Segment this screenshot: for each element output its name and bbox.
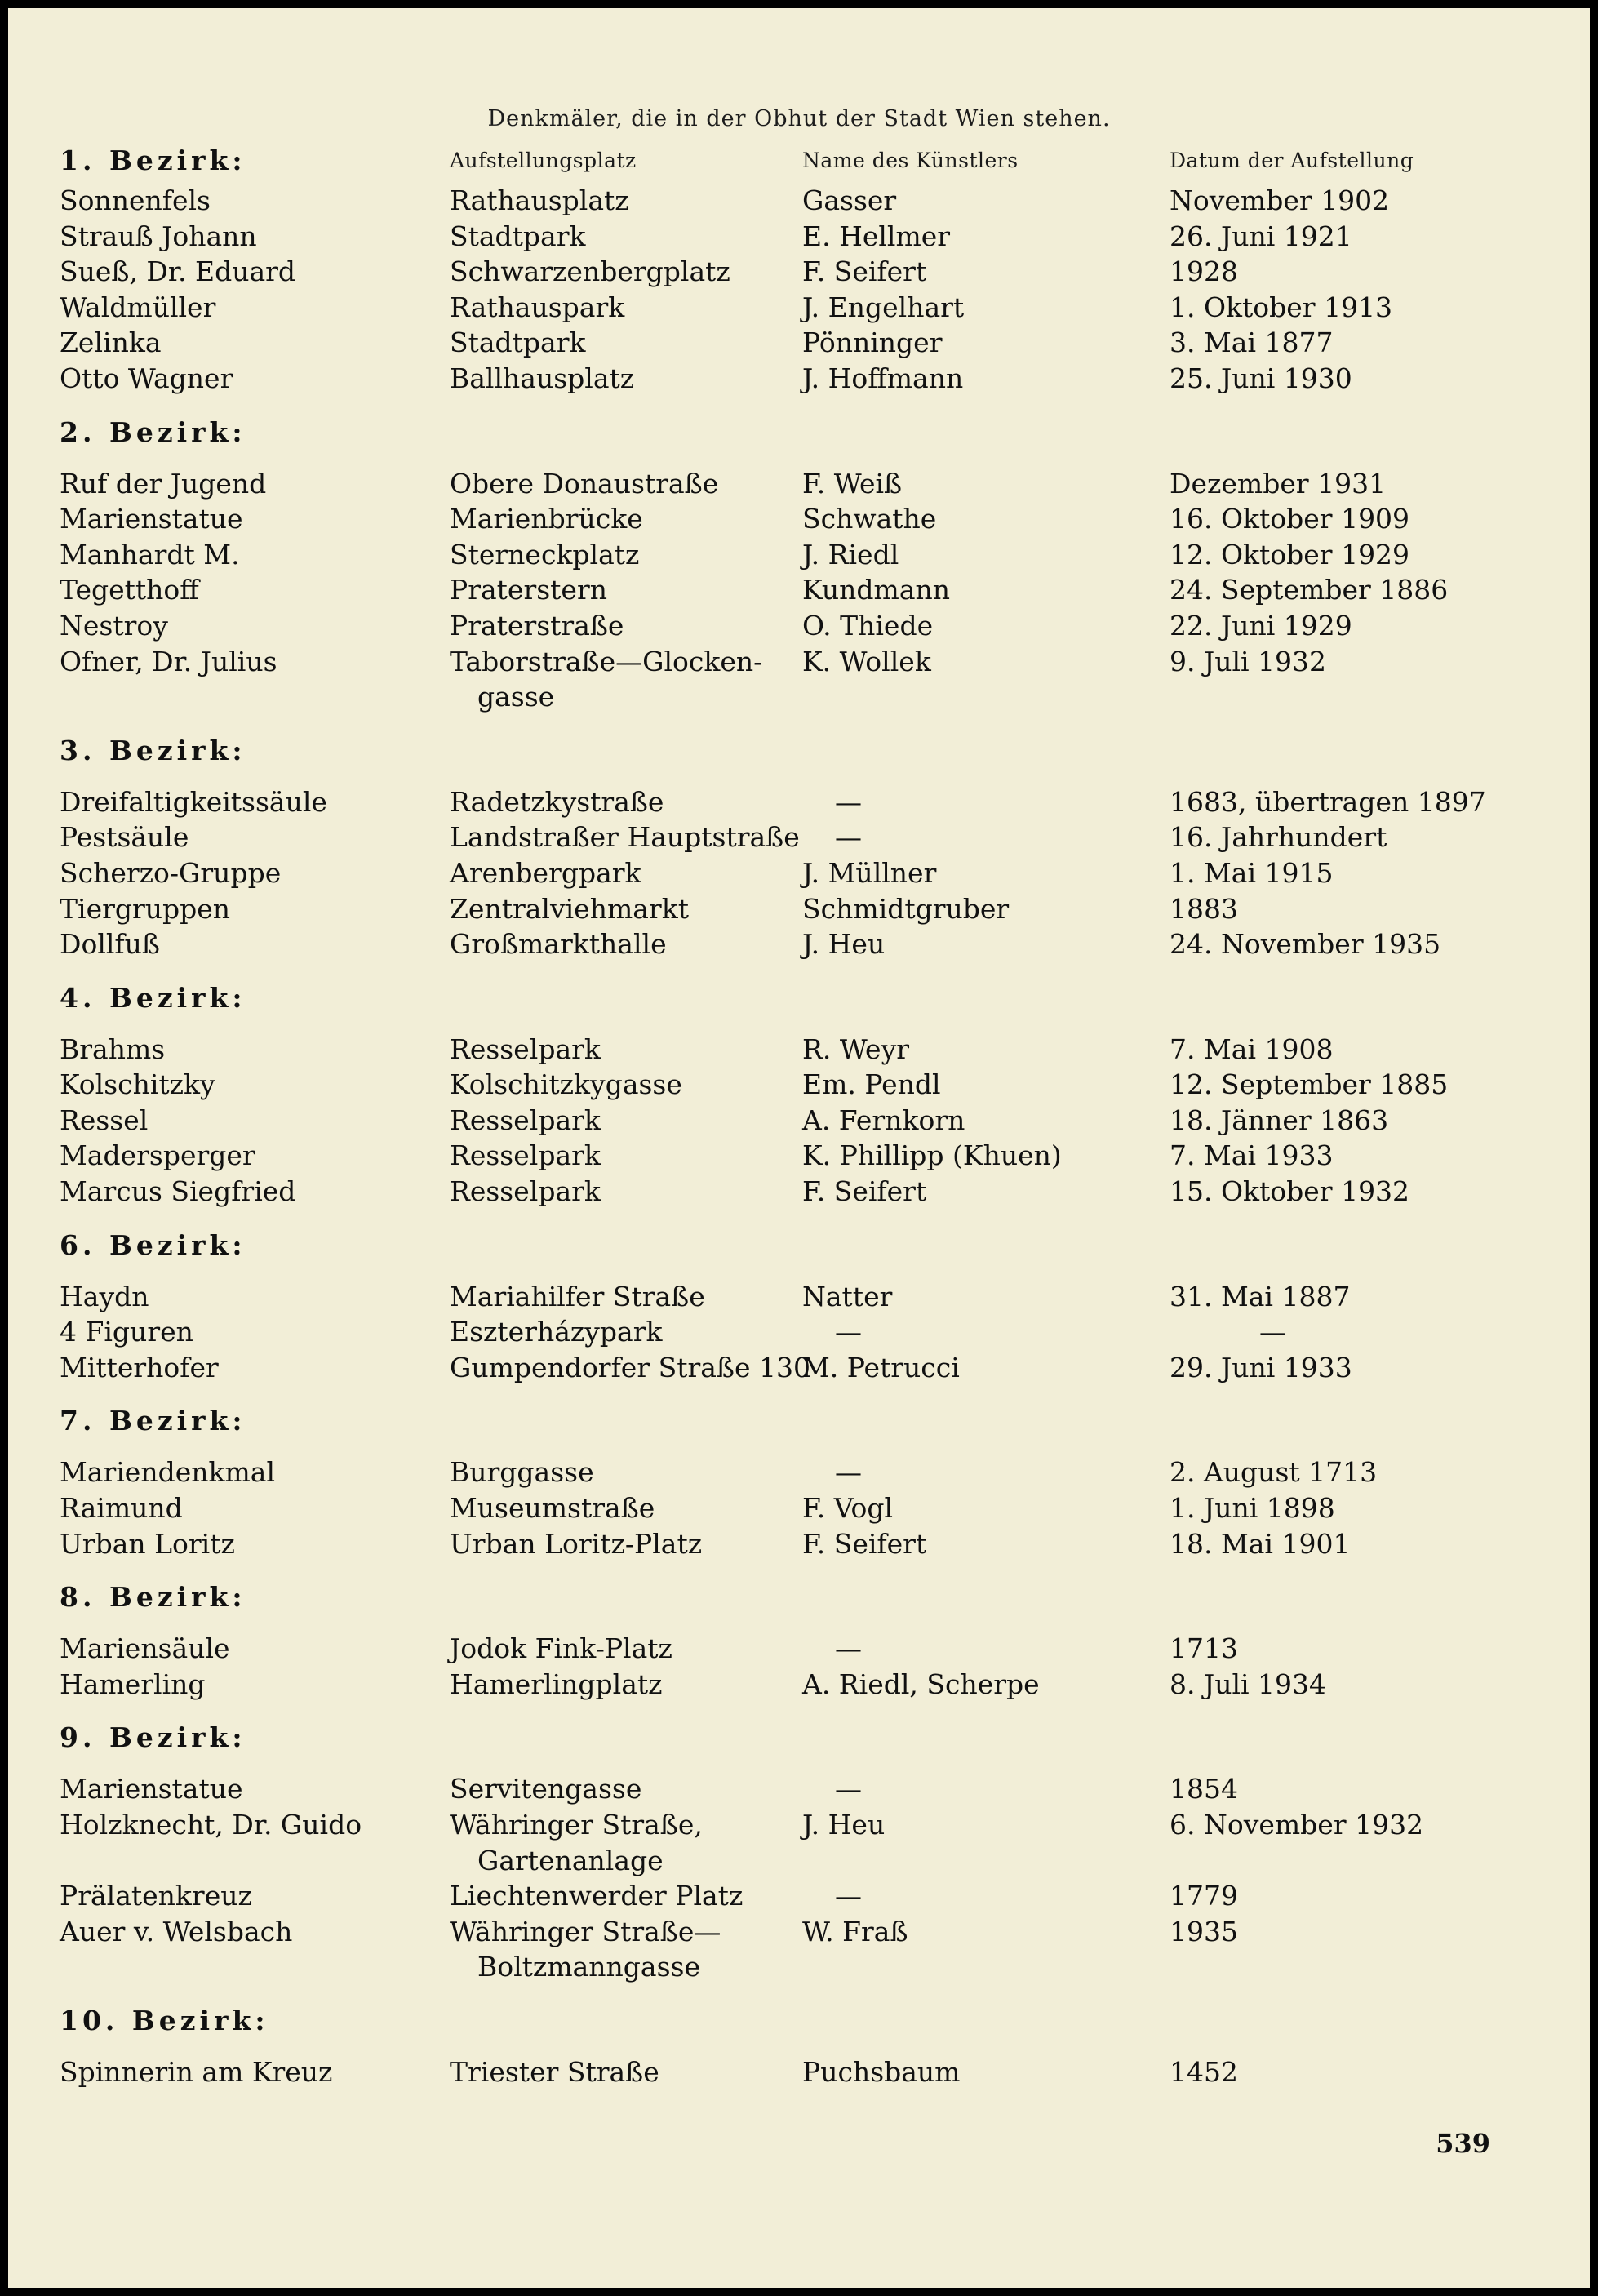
monument-date: 24. November 1935 xyxy=(1170,928,1441,961)
monument-location: Servitengasse xyxy=(450,1773,642,1805)
monument-artist: E. Hellmer xyxy=(802,220,951,252)
monument-row xyxy=(60,1174,1496,1210)
monument-row xyxy=(60,1314,1496,1350)
monument-date: 1452 xyxy=(1170,2055,1238,2088)
book-page xyxy=(8,8,1590,2288)
monument-artist: J. Engelhart xyxy=(802,291,965,323)
monument-date: 6. November 1932 xyxy=(1170,1809,1424,1841)
monument-name: Prälatenkreuz xyxy=(60,1880,252,1912)
monument-location: Resselpark xyxy=(450,1033,601,1065)
monument-location: Eszterházypark xyxy=(450,1316,663,1348)
spacer xyxy=(1170,1843,1496,1879)
district-heading-row xyxy=(60,1720,1496,1755)
monument-row xyxy=(60,219,1496,255)
district-label: 6. Bezirk: xyxy=(60,1228,246,1261)
monument-artist: K. Phillipp (Khuen) xyxy=(802,1139,1062,1172)
monument-location: Währinger Straße— xyxy=(450,1915,721,1947)
monument-date: 31. Mai 1887 xyxy=(1170,1280,1351,1312)
spacer xyxy=(802,1949,1170,1985)
monument-row xyxy=(60,254,1496,290)
monument-artist: K. Wollek xyxy=(802,645,931,677)
monument-name: Tegetthoff xyxy=(60,574,199,606)
monument-location: Arenbergpark xyxy=(450,856,641,889)
monument-row xyxy=(60,2054,1496,2090)
district-heading-row xyxy=(60,980,1496,1015)
monument-row xyxy=(60,361,1496,397)
monument-artist: M. Petrucci xyxy=(802,1351,960,1383)
district-label: 9. Bezirk: xyxy=(60,1721,246,1754)
monument-row xyxy=(60,466,1496,502)
column-header-location: Aufstellungsplatz xyxy=(450,149,637,172)
monument-row xyxy=(60,644,1496,680)
monument-date: 25. Juni 1930 xyxy=(1170,362,1352,394)
monument-location: Stadtpark xyxy=(450,220,586,252)
monument-date: November 1902 xyxy=(1170,184,1390,216)
district-label: 8. Bezirk: xyxy=(60,1581,246,1614)
column-header-artist: Name des Künstlers xyxy=(802,149,1019,172)
monument-date: 16. Jahrhundert xyxy=(1170,821,1387,854)
monument-location: Mariahilfer Straße xyxy=(450,1280,705,1312)
spacer xyxy=(60,679,450,715)
monument-artist: — xyxy=(835,821,862,854)
monument-artist: F. Vogl xyxy=(802,1492,894,1525)
monument-artist: Natter xyxy=(802,1280,893,1312)
monument-location: Burggasse xyxy=(450,1456,594,1489)
monument-artist: Pönninger xyxy=(802,326,943,359)
monument-artist: — xyxy=(835,1456,862,1489)
monument-name: Urban Loritz xyxy=(60,1527,235,1560)
district-heading-row xyxy=(60,415,1496,450)
monument-location-continuation: gasse xyxy=(477,681,555,713)
monument-row xyxy=(60,819,1496,855)
monument-row xyxy=(60,1771,1496,1807)
monument-row xyxy=(60,183,1496,219)
monument-row xyxy=(60,1667,1496,1703)
spacer xyxy=(1170,679,1496,715)
monument-row xyxy=(60,290,1496,326)
monument-date: 1779 xyxy=(1170,1880,1238,1912)
monument-artist: — xyxy=(835,1773,862,1805)
monument-artist: — xyxy=(835,1632,862,1665)
district-heading-row xyxy=(60,1228,1496,1263)
monument-location: Hamerlingplatz xyxy=(450,1668,663,1700)
monument-name: Ressel xyxy=(60,1104,149,1136)
monument-artist: J. Müllner xyxy=(802,856,937,889)
spacer xyxy=(802,679,1170,715)
monument-date: 16. Oktober 1909 xyxy=(1170,503,1410,535)
monument-artist: Puchsbaum xyxy=(802,2055,961,2088)
monument-name: Brahms xyxy=(60,1033,166,1065)
monument-location: Resselpark xyxy=(450,1175,601,1208)
monument-artist: J. Riedl xyxy=(802,538,899,571)
district-label: 2. Bezirk: xyxy=(60,415,246,448)
monument-date: 3. Mai 1877 xyxy=(1170,326,1334,359)
monument-name: Pestsäule xyxy=(60,821,189,854)
monument-location: Museumstraße xyxy=(450,1492,655,1525)
page-number: 539 xyxy=(1436,2128,1490,2159)
monument-name: Mariendenkmal xyxy=(60,1456,275,1489)
monument-name: Dollfuß xyxy=(60,928,160,961)
monument-location: Praterstern xyxy=(450,574,607,606)
monument-row xyxy=(60,891,1496,927)
monument-name: Holzknecht, Dr. Guido xyxy=(60,1809,362,1841)
monument-row xyxy=(60,1914,1496,1950)
monument-location: Obere Donaustraße xyxy=(450,467,719,500)
monument-date: 1683, übertragen 1897 xyxy=(1170,785,1486,818)
monument-name: Auer v. Welsbach xyxy=(60,1915,293,1947)
monument-row xyxy=(60,1138,1496,1174)
monument-date: 7. Mai 1933 xyxy=(1170,1139,1334,1172)
monument-row xyxy=(60,1032,1496,1068)
monument-date: 7. Mai 1908 xyxy=(1170,1033,1334,1065)
monument-date: 18. Jänner 1863 xyxy=(1170,1104,1389,1136)
district-heading-row xyxy=(60,1403,1496,1438)
monument-row-continuation xyxy=(60,1843,1496,1879)
monument-name: Marcus Siegfried xyxy=(60,1175,296,1208)
district-heading-row xyxy=(60,2003,1496,2038)
district-heading-row xyxy=(60,1579,1496,1614)
monument-row xyxy=(60,1878,1496,1914)
monument-date: 1713 xyxy=(1170,1632,1238,1665)
monument-name: Spinnerin am Kreuz xyxy=(60,2055,333,2088)
monument-row xyxy=(60,1807,1496,1843)
monument-location: Jodok Fink-Platz xyxy=(450,1632,672,1665)
page-title: Denkmäler, die in der Obhut der Stadt Wien stehen. xyxy=(487,106,1111,131)
monument-location: Landstraßer Hauptstraße xyxy=(450,821,800,854)
monument-table xyxy=(60,143,1496,2090)
monument-row xyxy=(60,1103,1496,1139)
monument-name: Tiergruppen xyxy=(60,892,231,925)
monument-date: 8. Juli 1934 xyxy=(1170,1668,1327,1700)
monument-date: 9. Juli 1932 xyxy=(1170,645,1327,677)
monument-location: Kolschitzkygasse xyxy=(450,1068,682,1101)
spacer xyxy=(1170,1949,1496,1985)
monument-name: Marienstatue xyxy=(60,503,243,535)
monument-row xyxy=(60,501,1496,537)
monument-date: 29. Juni 1933 xyxy=(1170,1351,1352,1383)
monument-artist: F. Seifert xyxy=(802,1527,927,1560)
monument-date: 1935 xyxy=(1170,1915,1238,1947)
monument-name: Haydn xyxy=(60,1280,149,1312)
monument-location: Liechtenwerder Platz xyxy=(450,1880,744,1912)
monument-location: Praterstraße xyxy=(450,609,624,642)
monument-artist: R. Weyr xyxy=(802,1033,910,1065)
monument-name: Otto Wagner xyxy=(60,362,233,394)
monument-artist: J. Heu xyxy=(802,928,886,961)
monument-row xyxy=(60,784,1496,820)
monument-row xyxy=(60,855,1496,891)
monument-artist: — xyxy=(835,1316,862,1348)
monument-date: 24. September 1886 xyxy=(1170,574,1449,606)
monument-date: 1. Oktober 1913 xyxy=(1170,291,1393,323)
monument-artist: Schwathe xyxy=(802,503,937,535)
monument-location: Sterneckplatz xyxy=(450,538,640,571)
monument-artist: — xyxy=(835,1880,862,1912)
monument-name: Sueß, Dr. Eduard xyxy=(60,255,296,288)
monument-location: Währinger Straße, xyxy=(450,1809,703,1841)
monument-name: Strauß Johann xyxy=(60,220,257,252)
monument-date: 18. Mai 1901 xyxy=(1170,1527,1351,1560)
monument-date: 12. Oktober 1929 xyxy=(1170,538,1410,571)
monument-name: Mitterhofer xyxy=(60,1351,219,1383)
monument-name: Ruf der Jugend xyxy=(60,467,267,500)
monument-artist: Gasser xyxy=(802,184,897,216)
district-heading-row xyxy=(60,143,1496,178)
monument-artist: J. Hoffmann xyxy=(802,362,964,394)
spacer xyxy=(60,1949,450,1985)
monument-name: Nestroy xyxy=(60,609,168,642)
monument-location: Resselpark xyxy=(450,1139,601,1172)
monument-row xyxy=(60,1454,1496,1490)
district-label: 4. Bezirk: xyxy=(60,981,246,1014)
monument-artist: Em. Pendl xyxy=(802,1068,941,1101)
monument-date: 2. August 1713 xyxy=(1170,1456,1378,1489)
monument-row xyxy=(60,1067,1496,1103)
monument-location: Rathauspark xyxy=(450,291,625,323)
monument-location: Schwarzenbergplatz xyxy=(450,255,730,288)
monument-date: 1928 xyxy=(1170,255,1238,288)
spacer xyxy=(802,1843,1170,1879)
monument-location: Gumpendorfer Straße 130 xyxy=(450,1351,810,1383)
monument-row xyxy=(60,1350,1496,1386)
monument-artist: J. Heu xyxy=(802,1809,886,1841)
district-label: 3. Bezirk: xyxy=(60,734,246,766)
monument-date: 1883 xyxy=(1170,892,1238,925)
monument-artist: F. Seifert xyxy=(802,1175,927,1208)
monument-location-continuation: Boltzmanngasse xyxy=(477,1951,700,1983)
district-heading-row xyxy=(60,733,1496,768)
monument-name: Ofner, Dr. Julius xyxy=(60,645,277,677)
monument-date: 22. Juni 1929 xyxy=(1170,609,1352,642)
monument-date: 12. September 1885 xyxy=(1170,1068,1449,1101)
monument-artist: O. Thiede xyxy=(802,609,934,642)
monument-name: Hamerling xyxy=(60,1668,206,1700)
monument-artist: W. Fraß xyxy=(802,1915,908,1947)
monument-name: Marienstatue xyxy=(60,1773,243,1805)
monument-location: Großmarkthalle xyxy=(450,928,667,961)
monument-name: Kolschitzky xyxy=(60,1068,215,1101)
monument-location: Stadtpark xyxy=(450,326,586,359)
monument-row xyxy=(60,572,1496,608)
monument-location-continuation: Gartenanlage xyxy=(477,1844,664,1876)
monument-name: Waldmüller xyxy=(60,291,216,323)
monument-location: Taborstraße—Glocken- xyxy=(450,645,763,677)
monument-date: 1. Mai 1915 xyxy=(1170,856,1334,889)
monument-artist: F. Seifert xyxy=(802,255,927,288)
monument-date: Dezember 1931 xyxy=(1170,467,1387,500)
monument-artist: A. Fernkorn xyxy=(802,1104,965,1136)
monument-name: Dreifaltigkeitssäule xyxy=(60,785,327,818)
monument-row xyxy=(60,1526,1496,1562)
monument-name: Manhardt M. xyxy=(60,538,240,571)
district-label: 1. Bezirk: xyxy=(60,144,246,176)
monument-location: Triester Straße xyxy=(450,2055,659,2088)
monument-artist: Kundmann xyxy=(802,574,951,606)
monument-row xyxy=(60,1490,1496,1526)
monument-name: Scherzo-Gruppe xyxy=(60,856,282,889)
monument-date: — xyxy=(1259,1316,1286,1348)
monument-location: Radetzkystraße xyxy=(450,785,664,818)
monument-name: Mariensäule xyxy=(60,1632,230,1665)
monument-row xyxy=(60,608,1496,644)
monument-location: Urban Loritz-Platz xyxy=(450,1527,703,1560)
monument-name: Zelinka xyxy=(60,326,162,359)
monument-artist: Schmidtgruber xyxy=(802,892,1010,925)
monument-row-continuation xyxy=(60,679,1496,715)
column-header-date: Datum der Aufstellung xyxy=(1170,149,1414,172)
spacer xyxy=(60,1843,450,1879)
monument-location: Resselpark xyxy=(450,1104,601,1136)
monument-location: Marienbrücke xyxy=(450,503,643,535)
monument-artist: — xyxy=(835,785,862,818)
monument-artist: A. Riedl, Scherpe xyxy=(802,1668,1040,1700)
monument-date: 26. Juni 1921 xyxy=(1170,220,1352,252)
monument-date: 1854 xyxy=(1170,1773,1238,1805)
monument-row-continuation xyxy=(60,1949,1496,1985)
district-label: 10. Bezirk: xyxy=(60,2004,269,2036)
monument-date: 1. Juni 1898 xyxy=(1170,1492,1335,1525)
monument-location: Zentralviehmarkt xyxy=(450,892,689,925)
monument-location: Ballhausplatz xyxy=(450,362,635,394)
monument-row xyxy=(60,1631,1496,1667)
monument-name: Sonnenfels xyxy=(60,184,211,216)
monument-date: 15. Oktober 1932 xyxy=(1170,1175,1410,1208)
monument-name: Raimund xyxy=(60,1492,183,1525)
monument-name: 4 Figuren xyxy=(60,1316,193,1348)
monument-row xyxy=(60,325,1496,361)
monument-location: Rathausplatz xyxy=(450,184,629,216)
district-label: 7. Bezirk: xyxy=(60,1405,246,1437)
monument-row xyxy=(60,1279,1496,1315)
monument-row xyxy=(60,537,1496,573)
monument-artist: F. Weiß xyxy=(802,467,903,500)
monument-name: Madersperger xyxy=(60,1139,255,1172)
monument-row xyxy=(60,926,1496,962)
